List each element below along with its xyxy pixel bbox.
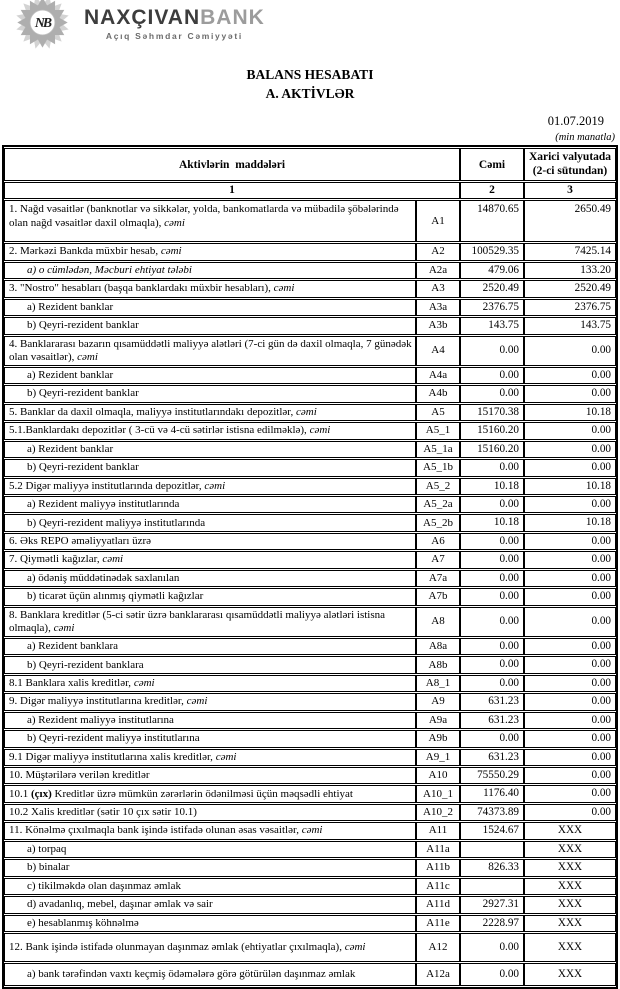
row-label: 1. Nağd vəsaitlər (banknotlar və sikkələr, yolda, bankomatlarda və mübadilə şöbələrində olan nağd vəsaitlər daxil olmaqla), cəmi: [4, 200, 416, 242]
row-code: A9_1: [416, 749, 460, 766]
row-label: b) binalar: [4, 859, 416, 876]
assets-table: [2, 145, 618, 989]
row-total: 15170.38: [460, 404, 524, 421]
row-code: A11c: [416, 878, 460, 895]
row-code: A6: [416, 533, 460, 550]
col-header-fx-line2: (2-ci sütundan): [532, 164, 608, 177]
row-code: A4: [416, 336, 460, 366]
table-row: [4, 804, 616, 821]
row-label: b) Qeyri-rezident banklara: [4, 656, 416, 673]
col-number-1: 1: [4, 182, 460, 199]
row-fx: 10.18: [524, 514, 616, 531]
row-total: 631.23: [460, 693, 524, 710]
row-code: A8b: [416, 656, 460, 673]
row-total: 0.00: [460, 570, 524, 587]
row-total: 0.00: [460, 336, 524, 366]
row-code: A7b: [416, 588, 460, 605]
row-total: 1524.67: [460, 822, 524, 839]
row-label: 9. Digər maliyyə institutlarına kreditlər, cəmi: [4, 693, 416, 710]
row-total: [460, 841, 524, 858]
row-total: 0.00: [460, 385, 524, 402]
row-fx: 0.00: [524, 570, 616, 587]
table-row: [4, 422, 616, 439]
row-total: 826.33: [460, 859, 524, 876]
row-fx: XXX: [524, 896, 616, 913]
row-total: 1176.40: [460, 785, 524, 802]
table-row: [4, 459, 616, 476]
row-label: a) Rezident maliyyə institutlarına: [4, 712, 416, 729]
row-fx: 0.00: [524, 588, 616, 605]
row-total: 0.00: [460, 963, 524, 986]
row-label: 8.1 Banklara xalis kreditlər, cəmi: [4, 675, 416, 692]
table-row: [4, 841, 616, 858]
row-label: b) Qeyri-rezident maliyyə institutlarında: [4, 514, 416, 531]
row-label: a) Rezident banklar: [4, 299, 416, 316]
row-fx: 0.00: [524, 785, 616, 802]
row-total: 14870.65: [460, 200, 524, 242]
row-label: a) Rezident banklar: [4, 441, 416, 458]
row-total: 2927.31: [460, 896, 524, 913]
table-row: [4, 441, 616, 458]
row-label: 5.2 Digər maliyyə institutlarında depozitlər, cəmi: [4, 478, 416, 495]
table-row: [4, 878, 616, 895]
row-fx: 10.18: [524, 478, 616, 495]
row-label: 7. Qiymətli kağızlar, cəmi: [4, 551, 416, 568]
row-label: a) Rezident banklara: [4, 638, 416, 655]
col-number-3: 3: [524, 182, 616, 199]
row-code: A2a: [416, 262, 460, 279]
row-total: 10.18: [460, 514, 524, 531]
row-code: A12a: [416, 963, 460, 986]
row-fx: 0.00: [524, 607, 616, 637]
row-code: A7: [416, 551, 460, 568]
table-row: [4, 730, 616, 747]
row-label: b) Qeyri-rezident banklar: [4, 317, 416, 334]
table-row: [4, 262, 616, 279]
table-row: [4, 859, 616, 876]
table-row: [4, 712, 616, 729]
row-label: 12. Bank işində istifadə olunmayan daşınmaz əmlak (ehtiyatlar çıxılmaqla), cəmi: [4, 933, 416, 962]
report-title: BALANS HESABATI: [246, 67, 374, 82]
row-fx: XXX: [524, 878, 616, 895]
row-label: 6. Əks REPO əməliyyatları üzrə: [4, 533, 416, 550]
row-total: 0.00: [460, 551, 524, 568]
row-label: 10. Müştərilərə verilən kreditlər: [4, 767, 416, 784]
row-label: b) Qeyri-rezident maliyyə institutlarına: [4, 730, 416, 747]
row-fx: 0.00: [524, 367, 616, 384]
row-label: a) o cümlədən, Məcburi ehtiyat tələbi: [4, 262, 416, 279]
row-total: 2520.49: [460, 280, 524, 297]
row-fx: XXX: [524, 841, 616, 858]
table-row: [4, 607, 616, 637]
row-code: A9: [416, 693, 460, 710]
table-row: [4, 693, 616, 710]
table-row: [4, 243, 616, 260]
row-total: 0.00: [460, 638, 524, 655]
row-fx: 0.00: [524, 693, 616, 710]
table-row: [4, 656, 616, 673]
bank-wordmark: [84, 7, 265, 28]
row-label: d) avadanlıq, mebel, daşınar əmlak və sair: [4, 896, 416, 913]
row-label: 5.1.Banklardakı depozitlər ( 3-cü və 4-cü sətirlər istisna edilməklə), cəmi: [4, 422, 416, 439]
row-total: 15160.20: [460, 441, 524, 458]
row-label: 2. Mərkəzi Bankda müxbir hesab, cəmi: [4, 243, 416, 260]
row-label: e) hesablanmış köhnəlmə: [4, 915, 416, 932]
table-row: [4, 588, 616, 605]
row-fx: 0.00: [524, 336, 616, 366]
col-header-fx: [524, 148, 616, 182]
table-row: [4, 551, 616, 568]
row-code: A10_1: [416, 785, 460, 802]
row-code: A11e: [416, 915, 460, 932]
table-row: [4, 675, 616, 692]
row-label: b) Qeyri-rezident banklar: [4, 459, 416, 476]
row-fx: 0.00: [524, 804, 616, 821]
row-label: 10.1 (çıx) Kreditlər üzrə mümkün zərərlərin ödənilməsi üçün məqsədli ehtiyat: [4, 785, 416, 802]
row-fx: 0.00: [524, 551, 616, 568]
row-fx: 0.00: [524, 656, 616, 673]
row-fx: 0.00: [524, 749, 616, 766]
row-fx: 0.00: [524, 767, 616, 784]
row-code: A3b: [416, 317, 460, 334]
row-code: A7a: [416, 570, 460, 587]
table-row: [4, 299, 616, 316]
row-total: 74373.89: [460, 804, 524, 821]
bank-monogram: NB: [34, 15, 51, 31]
table-row: [4, 367, 616, 384]
table-row: [4, 280, 616, 297]
row-total: 0.00: [460, 496, 524, 513]
row-fx: 0.00: [524, 385, 616, 402]
row-label: 11. Könəlmə çıxılmaqla bank işində istifadə olunan əsas vəsaitlər, cəmi: [4, 822, 416, 839]
row-total: 0.00: [460, 730, 524, 747]
row-code: A2: [416, 243, 460, 260]
row-fx: 0.00: [524, 638, 616, 655]
row-total: 15160.20: [460, 422, 524, 439]
row-fx: 0.00: [524, 533, 616, 550]
table-row: [4, 896, 616, 913]
row-code: A5: [416, 404, 460, 421]
row-total: 0.00: [460, 933, 524, 962]
bank-slogan: Açıq Səhmdar Cəmiyyəti: [105, 31, 243, 41]
row-code: A5_1a: [416, 441, 460, 458]
row-code: A9b: [416, 730, 460, 747]
table-row: [4, 533, 616, 550]
bank-name-primary: NAXÇIVAN: [84, 6, 201, 29]
row-label: 9.1 Digər maliyyə institutlarına xalis kreditlər, cəmi: [4, 749, 416, 766]
row-fx: 143.75: [524, 317, 616, 334]
row-total: 631.23: [460, 749, 524, 766]
row-total: 0.00: [460, 367, 524, 384]
row-code: A9a: [416, 712, 460, 729]
row-label: 5. Banklar da daxil olmaqla, maliyyə institutlarındakı depozitlər, cəmi: [4, 404, 416, 421]
table-row: [4, 200, 616, 242]
row-code: A11d: [416, 896, 460, 913]
row-fx: 2520.49: [524, 280, 616, 297]
row-code: A8_1: [416, 675, 460, 692]
row-code: A3: [416, 280, 460, 297]
row-total: 100529.35: [460, 243, 524, 260]
row-label: a) torpaq: [4, 841, 416, 858]
row-label: a) bank tərəfindən vaxtı keçmiş ödəmələrə görə götürülən daşınmaz əmlak: [4, 963, 416, 986]
row-fx: XXX: [524, 822, 616, 839]
row-label: 8. Banklara kreditlər (5-ci sətir üzrə banklararası qısamüddətli maliyyə alətləri istisna olmaqla), cəmi: [4, 607, 416, 637]
table-row: [4, 570, 616, 587]
row-label: b) ticarət üçün alınmış qiymətli kağızlar: [4, 588, 416, 605]
row-code: A11a: [416, 841, 460, 858]
row-total: 0.00: [460, 588, 524, 605]
row-code: A4b: [416, 385, 460, 402]
table-row: [4, 933, 616, 962]
row-code: A5_2a: [416, 496, 460, 513]
table-row: [4, 767, 616, 784]
col-header-total: Cəmi: [460, 148, 524, 182]
col-header-items: Aktivlərin maddələri: [4, 148, 460, 182]
asset-table-body: [4, 200, 616, 986]
row-fx: 0.00: [524, 459, 616, 476]
row-label: a) Rezident banklar: [4, 367, 416, 384]
col-number-2: 2: [460, 182, 524, 199]
report-subtitle: A. AKTİVLƏR: [265, 85, 355, 101]
bank-brand-text: [84, 7, 265, 41]
row-total: 0.00: [460, 675, 524, 692]
row-code: A12: [416, 933, 460, 962]
row-fx: 0.00: [524, 730, 616, 747]
row-code: A8a: [416, 638, 460, 655]
unit-note: (min manatla): [555, 131, 615, 143]
row-total: 0.00: [460, 459, 524, 476]
table-row: [4, 317, 616, 334]
row-fx: 10.18: [524, 404, 616, 421]
table-row: [4, 336, 616, 366]
row-fx: 0.00: [524, 422, 616, 439]
row-fx: 2650.49: [524, 200, 616, 242]
row-total: 0.00: [460, 607, 524, 637]
table-row: [4, 785, 616, 802]
row-label: a) Rezident maliyyə institutlarında: [4, 496, 416, 513]
row-code: A5_2b: [416, 514, 460, 531]
row-label: 3. "Nostro" hesabları (başqa banklardakı müxbir hesabları), cəmi: [4, 280, 416, 297]
column-number-row: [4, 182, 616, 199]
report-date: 01.07.2019: [547, 113, 604, 128]
row-code: A5_1: [416, 422, 460, 439]
table-row: [4, 478, 616, 495]
bank-logo-icon: [14, 0, 71, 51]
row-code: A1: [416, 200, 460, 242]
table-header-row: [4, 148, 616, 182]
row-total: 143.75: [460, 317, 524, 334]
row-total: 479.06: [460, 262, 524, 279]
table-row: [4, 496, 616, 513]
row-total: 0.00: [460, 656, 524, 673]
row-fx: 0.00: [524, 712, 616, 729]
row-label: b) Qeyri-rezident banklar: [4, 385, 416, 402]
row-fx: 0.00: [524, 441, 616, 458]
row-label: a) ödəniş müddətinədək saxlanılan: [4, 570, 416, 587]
row-fx: XXX: [524, 859, 616, 876]
row-code: A11b: [416, 859, 460, 876]
row-code: A3a: [416, 299, 460, 316]
table-row: [4, 385, 616, 402]
row-label: 10.2 Xalis kreditlər (sətir 10 çıx sətir 10.1): [4, 804, 416, 821]
row-fx: XXX: [524, 933, 616, 962]
row-code: A10_2: [416, 804, 460, 821]
row-code: A5_1b: [416, 459, 460, 476]
row-code: A10: [416, 767, 460, 784]
report-titles: [2, 66, 618, 104]
row-fx: 0.00: [524, 496, 616, 513]
bank-header: [2, 0, 618, 52]
row-total: 2228.97: [460, 915, 524, 932]
table-row: [4, 822, 616, 839]
row-fx: 7425.14: [524, 243, 616, 260]
row-code: A4a: [416, 367, 460, 384]
table-row: [4, 404, 616, 421]
row-fx: XXX: [524, 963, 616, 986]
row-code: A5_2: [416, 478, 460, 495]
row-total: [460, 878, 524, 895]
table-row: [4, 638, 616, 655]
row-total: 2376.75: [460, 299, 524, 316]
row-fx: 2376.75: [524, 299, 616, 316]
row-total: 75550.29: [460, 767, 524, 784]
row-fx: 133.20: [524, 262, 616, 279]
row-total: 10.18: [460, 478, 524, 495]
row-total: 631.23: [460, 712, 524, 729]
row-label: c) tikilməkdə olan daşınmaz əmlak: [4, 878, 416, 895]
col-header-fx-line1: Xarici valyutada: [528, 150, 612, 163]
row-label: 4. Banklararası bazarın qısamüddətli maliyyə alətləri (7-ci gün də daxil olmaqla, 7 günədək olan vəsaitlər), cəmi: [4, 336, 416, 366]
row-fx: 0.00: [524, 675, 616, 692]
row-code: A11: [416, 822, 460, 839]
table-row: [4, 915, 616, 932]
row-total: 0.00: [460, 533, 524, 550]
table-row: [4, 749, 616, 766]
bank-name-secondary: BANK: [200, 6, 265, 29]
table-row: [4, 514, 616, 531]
table-row: [4, 963, 616, 986]
row-fx: XXX: [524, 915, 616, 932]
row-code: A8: [416, 607, 460, 637]
